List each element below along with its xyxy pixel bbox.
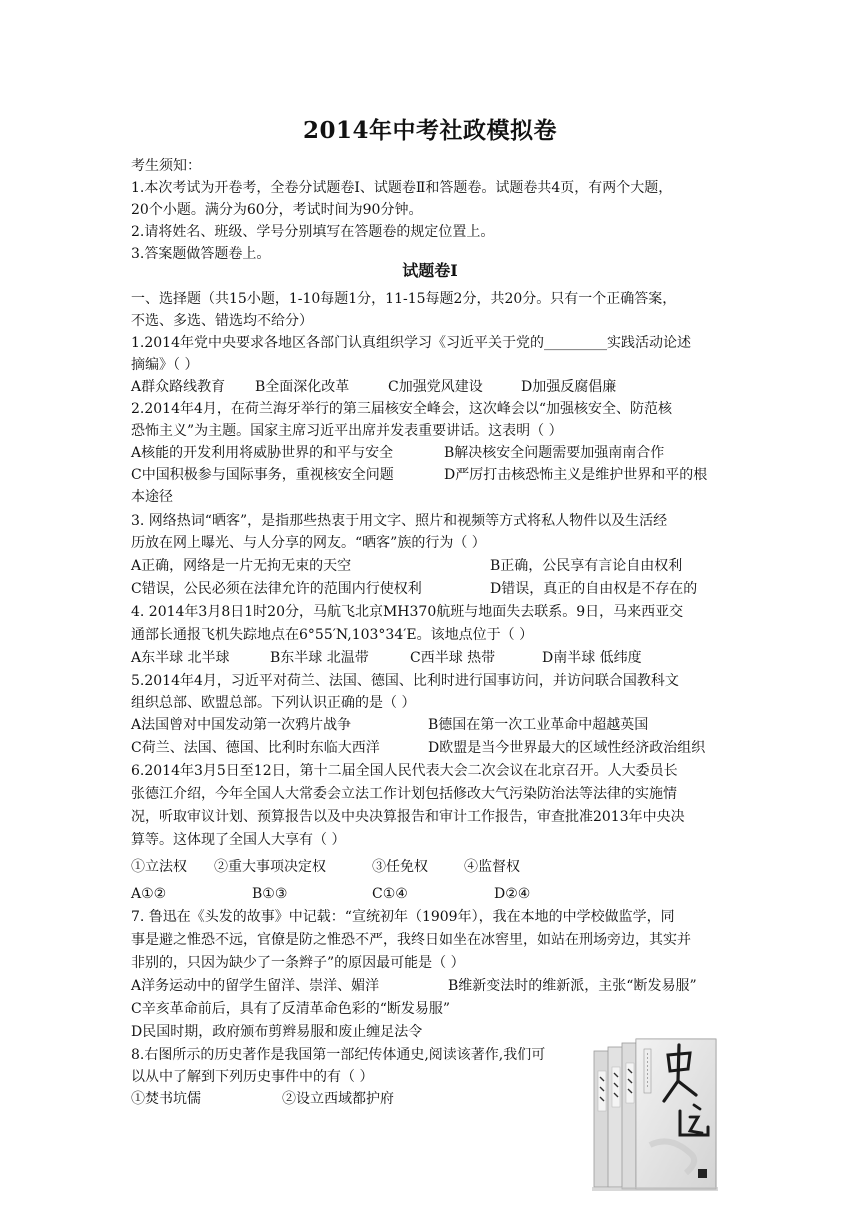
question-4-option-d: D南半球 低纬度 xyxy=(542,650,642,666)
question-3-option-b: B正确，公民享有言论自由权利 xyxy=(490,558,683,574)
question-1-option-a: A群众路线教育 xyxy=(131,379,226,395)
question-4-option-a: A东半球 北半球 xyxy=(131,650,230,666)
question-6-statement-4: ④监督权 xyxy=(464,859,520,875)
question-8-text: 8.右图所示的历史著作是我国第一部纪传体通史,阅读该著作,我们可 xyxy=(131,1047,546,1063)
question-7-option-a: A洋务运动中的留学生留洋、崇洋、媚洋 xyxy=(131,978,380,994)
question-2-option-d: D严厉打击核恐怖主义是维护世界和平的根 xyxy=(444,467,708,483)
question-5-text-cont: 组织总部、欧盟总部。下列认识正确的是（ ） xyxy=(131,695,416,711)
notice-item-2: 2.请将姓名、班级、学号分别填写在答题卷的规定位置上。 xyxy=(131,224,495,240)
shiji-books-image xyxy=(590,1035,722,1193)
question-3-text: 3. 网络热词“晒客”，是指那些热衷于用文字、照片和视频等方式将私人物件以及生活经 xyxy=(131,513,668,529)
question-6-text: 6.2014年3月5日至12日，第十二届全国人民代表大会二次会议在北京召开。人大委员长 xyxy=(131,763,678,779)
question-5-option-c: C荷兰、法国、德国、比利时东临大西洋 xyxy=(131,740,380,756)
question-3-option-c: C错误，公民必须在法律允许的范围内行使权利 xyxy=(131,581,422,597)
question-3-option-d: D错误，真正的自由权是不存在的 xyxy=(490,581,698,597)
question-7-text: 7. 鲁迅在《头发的故事》中记载：“宣统初年（1909年），我在本地的中学校做监学，同 xyxy=(131,909,675,925)
question-8-statement-1: ①焚书坑儒 xyxy=(131,1091,201,1107)
question-5-option-a: A法国曾对中国发动第一次鸦片战争 xyxy=(131,717,352,733)
question-2-option-c: C中国积极参与国际事务，重视核安全问题 xyxy=(131,467,394,483)
question-4-text-cont: 通部长通报飞机失踪地点在6°55′N,103°34′E。该地点位于（ ） xyxy=(131,627,534,643)
question-6-statement-2: ②重大事项决定权 xyxy=(214,859,326,875)
question-6-text-line-4: 算等。这体现了全国人大享有（ ） xyxy=(131,832,346,848)
question-2-option-a: A核能的开发利用将威胁世界的和平与安全 xyxy=(131,445,394,461)
question-1-option-d: D加强反腐倡廉 xyxy=(521,379,617,395)
section-title: 试题卷Ⅰ xyxy=(402,261,458,280)
question-7-option-c: C辛亥革命前后，具有了反清革命色彩的“断发易服” xyxy=(131,1001,451,1017)
question-4-option-b: B东半球 北温带 xyxy=(270,650,369,666)
question-3-option-a: A正确，网络是一片无拘无束的天空 xyxy=(131,558,352,574)
question-6-option-c: C①④ xyxy=(372,886,408,902)
question-1-text-cont: 摘编》（ ） xyxy=(131,357,199,373)
question-7-option-b: B维新变法时的维新派，主张“断发易服” xyxy=(448,978,697,994)
section-intro-line-2: 不选、多选、错选均不给分） xyxy=(131,313,313,329)
question-2-text: 2.2014年4月，在荷兰海牙举行的第三届核安全峰会，这次峰会以“加强核安全、防范核 xyxy=(131,401,673,417)
question-6-text-line-2: 张德江介绍，今年全国人大常委会立法工作计划包括修改大气污染防治法等法律的实施情 xyxy=(131,786,677,802)
question-5-option-d: D欧盟是当今世界最大的区域性经济政治组织 xyxy=(428,740,706,756)
question-2-option-b: B解决核安全问题需要加强南南合作 xyxy=(444,445,665,461)
question-1-option-b: B全面深化改革 xyxy=(255,379,350,395)
question-4-option-c: C西半球 热带 xyxy=(410,650,496,666)
question-4-text: 4. 2014年3月8日1时20分，马航飞北京MH370航班与地面失去联系。9日，马来西亚交 xyxy=(131,604,684,620)
notice-item-3: 3.答案题做答题卷上。 xyxy=(131,246,271,262)
question-7-text-line-2: 事是避之惟恐不远，官僚是防之惟恐不严，我终日如坐在冰窖里，如站在刑场旁边，其实并 xyxy=(131,932,691,948)
question-6-statement-3: ③任免权 xyxy=(372,859,428,875)
question-7-text-line-3: 非别的，只因为缺少了一条辫子”的原因最可能是（ ） xyxy=(131,955,465,971)
notice-item-1-line-2: 20个小题。满分为60分，考试时间为90分钟。 xyxy=(131,202,423,218)
question-5-text: 5.2014年4月，习近平对荷兰、法国、德国、比利时进行国事访问，并访问联合国教科文 xyxy=(131,673,679,689)
question-2-text-cont: 恐怖主义”为主题。国家主席习近平出席并发表重要讲话。这表明（ ） xyxy=(131,423,563,439)
question-6-statement-1: ①立法权 xyxy=(131,859,187,875)
question-8-statement-2: ②设立西域都护府 xyxy=(282,1091,394,1107)
question-1-option-c: C加强党风建设 xyxy=(388,379,483,395)
book-stack-illustration xyxy=(590,1035,722,1193)
question-5-option-b: B德国在第一次工业革命中超越英国 xyxy=(428,717,649,733)
question-6-option-b: B①③ xyxy=(252,886,288,902)
section-intro-line-1: 一、选择题（共15小题，1-10每题1分，11-15每题2分，共20分。只有一个正确答案， xyxy=(131,291,677,307)
notice-item-1-line-1: 1.本次考试为开卷考，全卷分试题卷Ⅰ、试题卷Ⅱ和答题卷。试题卷共4页，有两个大题， xyxy=(131,180,673,196)
notice-heading: 考生须知： xyxy=(131,158,201,174)
question-2-option-d-cont: 本途径 xyxy=(131,489,173,505)
page-title: 2014年中考社政模拟卷 xyxy=(302,117,557,144)
question-6-text-line-3: 况，听取审议计划、预算报告以及中央决算报告和审计工作报告，审查批准2013年中央决 xyxy=(131,809,685,825)
question-6-option-a: A①② xyxy=(131,886,167,902)
question-3-text-cont: 历放在网上曝光、与人分享的网友。“晒客”族的行为（ ） xyxy=(131,535,486,551)
question-7-option-d: D民国时期，政府颁布剪辫易服和废止缠足法令 xyxy=(131,1024,423,1040)
question-8-text-cont: 以从中了解到下列历史事件中的有（ ） xyxy=(131,1069,374,1085)
question-6-option-d: D②④ xyxy=(494,886,531,902)
question-1-text: 1.2014年党中央要求各地区各部门认真组织学习《习近平关于党的_________实践活动论述 xyxy=(131,335,691,351)
